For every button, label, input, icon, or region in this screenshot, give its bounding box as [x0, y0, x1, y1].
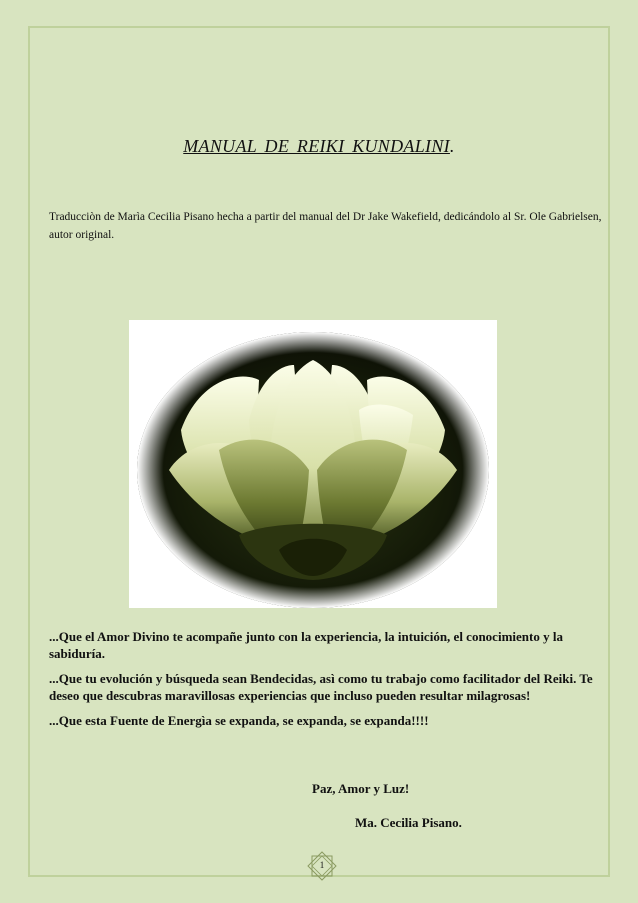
intro-paragraph: Traducciòn de Marìa Cecilia Pisano hecha a partir del manual del Dr Jake Wakefield, dedicándolo al Sr. Ole Gabrielsen, autor original. [49, 211, 602, 241]
lotus-flower-image [129, 320, 497, 608]
blessings-section [49, 628, 609, 737]
author-signature: Ma. Cecilia Pisano. [355, 815, 462, 830]
document-title [0, 136, 638, 157]
lotus-flower-illustration [129, 320, 497, 608]
title-text: MANUAL DE REIKI KUNDALINI [183, 136, 450, 156]
page-number-ornament [307, 851, 337, 881]
blessing-paragraph-1: ...Que el Amor Divino te acompañe junto con la experiencia, la intuición, el conocimiento y la sabiduría. [49, 629, 563, 661]
blessing-paragraph-2: ...Que tu evolución y búsqueda sean Bendecidas, asì como tu trabajo como facilitador del Reiki. Te deseo que descubras maravillosas experiencias que incluso pueden resultar milagrosas! [49, 671, 593, 703]
closing-greeting: Paz, Amor y Luz! [312, 781, 410, 796]
blessing-paragraph-3: ...Que esta Fuente de Energìa se expanda, se expanda, se expanda!!!! [49, 713, 429, 728]
page-number: 1 [319, 860, 325, 870]
title-period: . [449, 136, 455, 156]
